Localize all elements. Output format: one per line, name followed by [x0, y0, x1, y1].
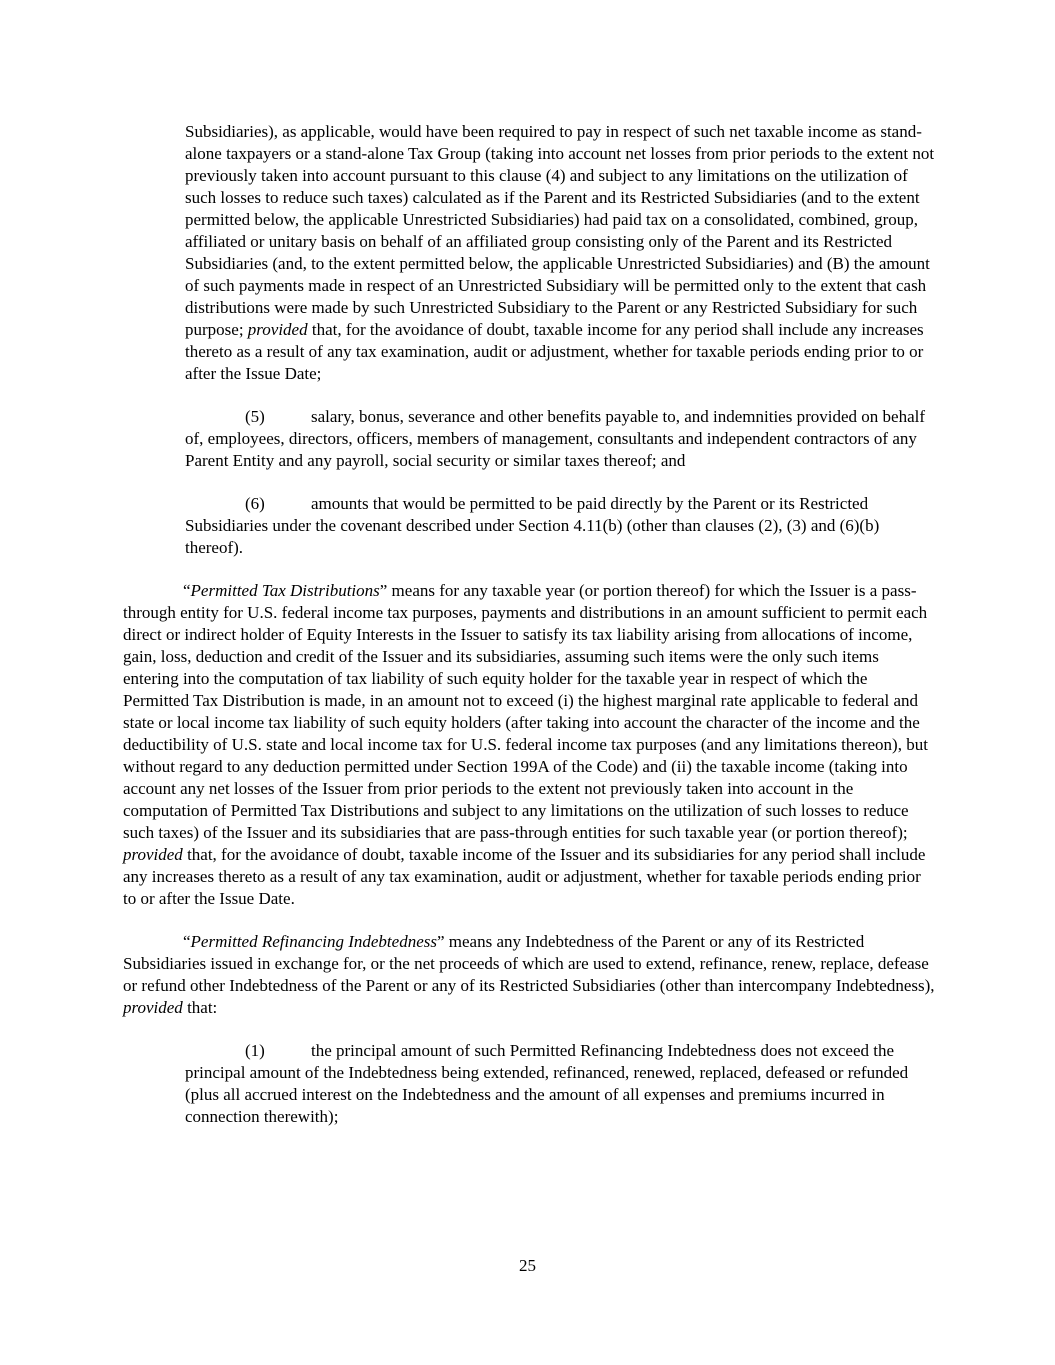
- text-run: the principal amount of such Permitted Refinancing Indebtedness does not exceed the principal amount of the Indebtedness being extended, refinanced, renewed, replaced, defeased or refunded (plus all accrued interest on the Indebtedness and the amount of all expenses and premiums incurred in connection therewith);: [185, 1041, 909, 1126]
- text-run: salary, bonus, severance and other benefits payable to, and indemnities provided on behalf of, employees, directors, officers, members of management, consultants and independent contractors of any Parent Entity and any payroll, social security or similar taxes thereof; and: [185, 407, 926, 470]
- italic-text-run: Permitted Tax Distributions: [190, 581, 380, 600]
- text-run: that:: [182, 998, 218, 1017]
- page-number: 25: [519, 1256, 536, 1275]
- italic-text-run: provided: [123, 998, 183, 1017]
- clause-number: (1): [245, 1041, 265, 1060]
- paragraph: [185, 121, 935, 385]
- paragraph: [185, 406, 935, 472]
- text-run: Subsidiaries), as applicable, would have been required to pay in respect of such net taxable income as stand-alone taxpayers or a stand-alone Tax Group (taking into account net losses from prior periods to the extent not previously taken into account pursuant to this clause (4) and subject to any limitations on the utilization of such losses to reduce such taxes) calculated as if the Parent and its Restricted Subsidiaries (and to the extent permitted below, the applicable Unrestricted Subsidiaries) had paid tax on a consolidated, combined, group, affiliated or unitary basis on behalf of an affiliated group consisting only of the Parent and its Restricted Subsidiaries (and, to the extent permitted below, the applicable Unrestricted Subsidiaries) and (B) the amount of such payments made in respect of an Unrestricted Subsidiary will be permitted only to the extent that cash distributions were made by such Unrestricted Subsidiary to the Parent or any Restricted Subsidiary for such purpose;: [185, 122, 935, 339]
- document-body: [123, 121, 935, 1149]
- text-run: that, for the avoidance of doubt, taxable income for any period shall include any increases thereto as a result of any tax examination, audit or adjustment, whether for taxable periods ending prior to or after the Issue Date;: [185, 320, 924, 383]
- italic-text-run: Permitted Refinancing Indebtedness: [190, 932, 437, 951]
- text-run: ” means any Indebtedness of the Parent or any of its Restricted Subsidiaries issued in exchange for, or the net proceeds of which are used to extend, refinance, renew, replace, defease or refund other Indebtedness of the Parent or any of its Restricted Subsidiaries (other than intercompany Indebtedness),: [123, 932, 935, 995]
- clause-number: (5): [245, 407, 265, 426]
- text-run: that, for the avoidance of doubt, taxable income of the Issuer and its subsidiaries for any period shall include any increases thereto as a result of any tax examination, audit or adjustment, whether for taxable periods ending prior to or after the Issue Date.: [123, 845, 926, 908]
- italic-text-run: provided: [123, 845, 183, 864]
- italic-text-run: provided: [247, 320, 308, 339]
- text-run: “: [183, 932, 191, 951]
- clause-number: (6): [245, 494, 265, 513]
- text-run: “: [183, 581, 191, 600]
- paragraph: [185, 1040, 935, 1128]
- text-run: ” means for any taxable year (or portion thereof) for which the Issuer is a pass-through entity for U.S. federal income tax purposes, payments and distributions in an amount sufficient to permit each direct or indirect holder of Equity Interests in the Issuer to satisfy its tax liability arising from allocations of income, gain, loss, deduction and credit of the Issuer and its subsidiaries, assuming such items were the only such items entering into the computation of tax liability of such equity holder for the taxable year in respect of which the Permitted Tax Distribution is made, in an amount not to exceed (i) the highest marginal rate applicable to federal and state or local income tax liability of such equity holders (after taking into account the character of the income and the deductibility of U.S. state and local income tax for U.S. federal income tax purposes (and any limitations thereon), but without regard to any deduction permitted under Section 199A of the Code) and (ii) the taxable income (taking into account any net losses of the Issuer from prior periods to the extent not previously taken into account in the computation of Permitted Tax Distributions and subject to any limitations on the utilization of such losses to reduce such taxes) of the Issuer and its subsidiaries that are pass-through entities for such taxable year (or portion thereof);: [123, 581, 928, 842]
- paragraph: [185, 493, 935, 559]
- paragraph: [123, 931, 935, 1019]
- paragraph: [123, 580, 935, 910]
- text-run: amounts that would be permitted to be paid directly by the Parent or its Restricted Subsidiaries under the covenant described under Section 4.11(b) (other than clauses (2), (3) and (6)(b) thereof).: [185, 494, 880, 557]
